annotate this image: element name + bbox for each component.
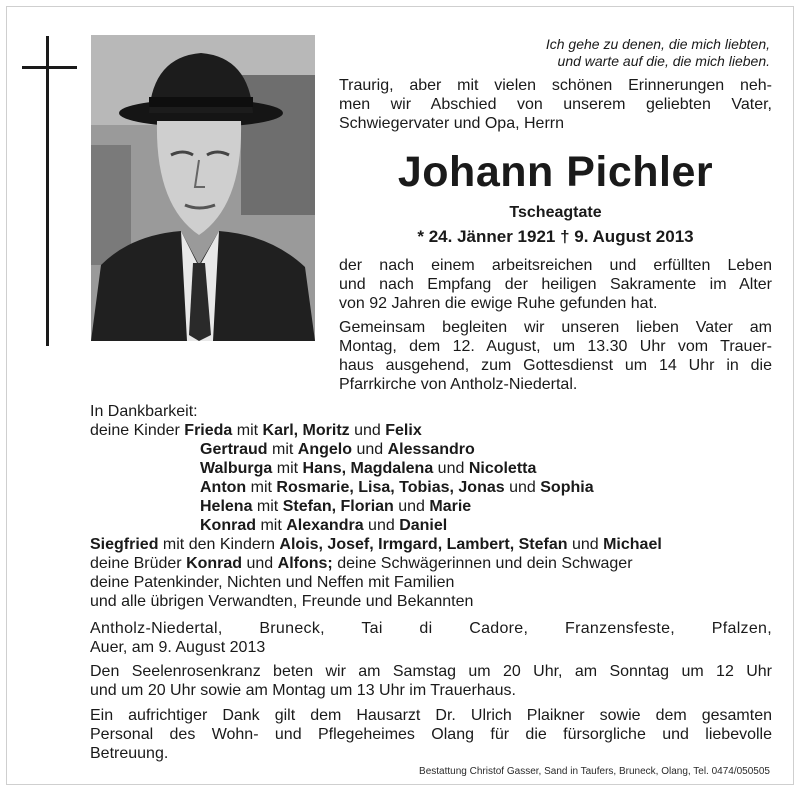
funeral-line: Gemeinsam begleiten wir unseren lieben Vater am (339, 319, 772, 336)
cross-icon-vertical (46, 36, 49, 346)
quote-line: Ich gehe zu denen, die mich liebten, (545, 36, 770, 52)
children-names: Daniel (399, 517, 448, 534)
children-names: Stefan, Florian (282, 498, 394, 515)
life-summary (339, 256, 772, 313)
children-names: Sophia (540, 479, 594, 496)
thanks-line: Ein aufrichtiger Dank gilt dem Hausarzt Dr. Ulrich Plaikner sowie dem gesamten (90, 707, 772, 724)
parent-name: Helena (200, 498, 253, 515)
nickname: Tscheagtate (509, 204, 602, 221)
quote-line: und warte auf die, die mich lieben. (557, 53, 770, 69)
children-names: Karl, Moritz (262, 422, 350, 439)
mourners-heading: In Dankbarkeit: (90, 403, 198, 420)
family-row (90, 516, 780, 535)
connector: und (352, 441, 388, 458)
family-row (90, 421, 780, 440)
places-line: Antholz-Niedertal, Bruneck, Tai di Cadore, Franzensfeste, Pfalzen, (90, 620, 772, 637)
parent-name: Anton (200, 479, 247, 496)
places-date (90, 619, 772, 657)
family-row (90, 535, 780, 554)
summary-line: und nach Empfang der heiligen Sakramente im Alter (339, 276, 772, 293)
children-names: Felix (385, 422, 422, 439)
funeral-line: haus ausgehend, zum Gottesdienst um 14 Uhr in die (339, 357, 772, 374)
funeral-home-credit: Bestattung Christof Gasser, Sand in Taufers, Bruneck, Olang, Tel. 0474/050505 (419, 766, 770, 777)
connector: und (504, 479, 541, 496)
parent-name: Walburga (200, 460, 273, 477)
thanks-text (90, 706, 772, 763)
children-names: Alexandra (286, 517, 364, 534)
funeral-info (339, 318, 772, 394)
connector: und (349, 422, 386, 439)
rosary-info (90, 662, 772, 700)
family-row (90, 440, 780, 459)
family-row (90, 497, 780, 516)
connector: und (363, 517, 400, 534)
life-dates: * 24. Jänner 1921 † 9. August 2013 (417, 227, 694, 246)
parent-name: Siegfried (90, 536, 159, 553)
intro-line: Traurig, aber mit vielen schönen Erinnerungen neh- (339, 77, 772, 94)
brother-name: Konrad (186, 555, 243, 572)
connector: mit (232, 422, 263, 439)
relatives-row: und alle übrigen Verwandten, Freunde und Bekannten (90, 593, 474, 610)
funeral-line: Pfarrkirche von Antholz-Niedertal. (339, 376, 578, 393)
connector: und (567, 536, 604, 553)
parent-name: Gertraud (200, 441, 268, 458)
intro-line: men wir Abschied von unserem geliebten Vater, (339, 96, 772, 113)
quote (440, 36, 770, 70)
children-names: Rosmarie, Lisa, Tobias, Jonas (276, 479, 505, 496)
connector: und (242, 555, 278, 572)
parent-name: Konrad (200, 517, 256, 534)
family-row (90, 459, 780, 478)
children-names: Marie (429, 498, 472, 515)
rosary-line: und um 20 Uhr sowie am Montag um 13 Uhr im Trauerhaus. (90, 682, 516, 699)
connector: mit den Kindern (158, 536, 280, 553)
connector: und (393, 498, 430, 515)
children-names: Hans, Magdalena (302, 460, 434, 477)
intro-text (339, 76, 772, 133)
connector: mit (252, 498, 283, 515)
thanks-line: Personal des Wohn- und Pflegeheimes Olang für die fürsorgliche und liebevolle (90, 726, 772, 743)
in-laws-text: deine Schwägerinnen und dein Schwager (332, 555, 633, 572)
children-names: Alois, Josef, Irmgard, Lambert, Stefan (279, 536, 568, 553)
kinder-prefix: deine Kinder (90, 422, 185, 439)
children-names: Nicoletta (468, 460, 537, 477)
funeral-line: Montag, dem 12. August, um 13.30 Uhr vom Trauer- (339, 338, 772, 355)
children-names: Angelo (297, 441, 353, 458)
rosary-line: Den Seelenrosenkranz beten wir am Samstag um 20 Uhr, am Sonntag um 12 Uhr (90, 663, 772, 680)
brother-name: Alfons; (277, 555, 333, 572)
connector: und (433, 460, 469, 477)
children-names: Alessandro (387, 441, 475, 458)
summary-line: der nach einem arbeitsreichen und erfüllten Leben (339, 257, 772, 274)
summary-line: von 92 Jahren die ewige Ruhe gefunden hat. (339, 295, 658, 312)
children-names: Michael (603, 536, 662, 553)
mourners-list (90, 402, 780, 611)
connector: mit (272, 460, 303, 477)
godchildren-row: deine Patenkinder, Nichten und Neffen mit Familien (90, 574, 455, 591)
intro-line: Schwiegervater und Opa, Herrn (339, 115, 564, 132)
portrait-photo (91, 35, 315, 341)
connector: mit (246, 479, 277, 496)
deceased-name: Johann Pichler (397, 148, 714, 196)
thanks-line: Betreuung. (90, 745, 169, 762)
brothers-row (90, 554, 780, 573)
family-row (90, 478, 780, 497)
connector: mit (256, 517, 287, 534)
cross-icon-horizontal (22, 66, 77, 69)
brothers-prefix: deine Brüder (90, 555, 187, 572)
parent-name: Frieda (184, 422, 233, 439)
places-line: Auer, am 9. August 2013 (90, 639, 266, 656)
connector: mit (267, 441, 298, 458)
